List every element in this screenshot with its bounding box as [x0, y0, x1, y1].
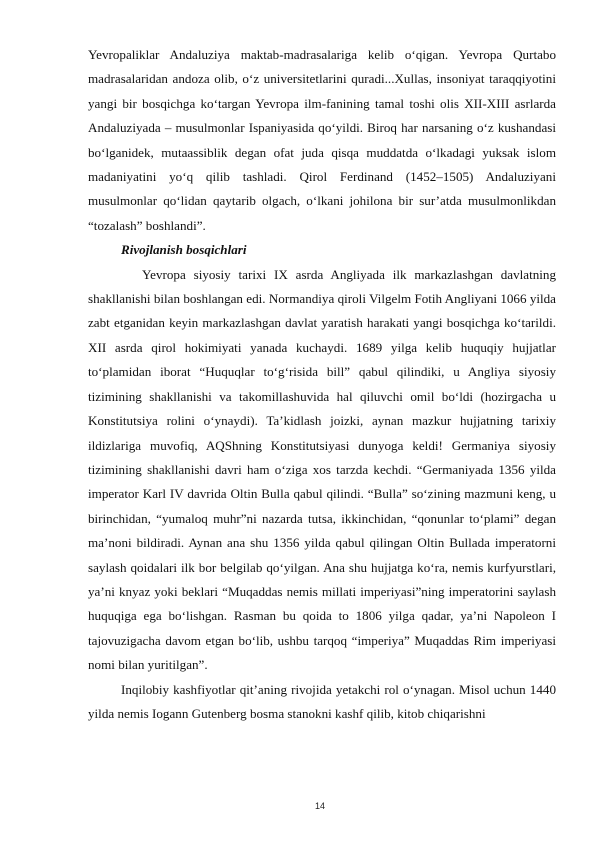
paragraph-intro: Yevropaliklar Andaluziya maktab-madrasalariga kelib o‘qigan. Yevropa Qurtabo madrasalaridan andoza olib, o‘z universitetlarini quradi...Xullas, insoniyat taraqqiyotini yangi bir bosqichga ko‘targan Yevropa ilm-fanining tamal toshi olis XII-XIII asrlarda Andaluziyada – musulmonlar Ispaniyasida qo‘yildi. Biroq har narsaning o‘z kushandasi bo‘lganidek, mutaassiblik degan ofat juda qisqa muddatda o‘lkadagi yuksak islom madaniyatini yo‘q qilib tashladi. Qirol Ferdinand (1452–1505) Andaluziyani musulmonlar qo‘lidan qaytarib olgach, o‘lkani johilona bir sur’atda musulmonlikdan “tozalash” boshlandi”.	[88, 47, 556, 233]
paragraph-inventions: Inqilobiy kashfiyotlar qit’aning rivojida yetakchi rol o‘ynagan. Misol uchun 1440 yilda nemis Iogann Gutenberg bosma stanokni kashf qilib, kitob chiqarishni	[88, 681, 556, 721]
paragraph-history: Yevropa siyosiy tarixi IX asrda Angliyada ilk markazlashgan davlatning shakllanishi bilan boshlangan edi. Normandiya qiroli Vilgelm Fotih Angliyani 1066 yilda zabt etganidan keyin markazlashgan davlat yaratish harakati yangi bosqichga ko‘tarildi. XII asrda qirol hokimiyati yanada kuchaydi. 1689 yilga kelib huquqiy hujjatlar to‘plamidan iborat “Huquqlar to‘g‘risida bill” qabul qilindiki, u Angliya siyosiy tizimining shakllanishi va takomillashuvida hal qiluvchi omil bo‘ldi (hozirgacha u Konstitutsiya rolini o‘ynaydi). Ta’kidlash joizki, aynan mazkur hujjatning tarixiy ildizlariga muvofiq, AQShning Konstitutsiyasi dunyoga keldi! Germaniya siyosiy tizimining shakllanishi davri ham o‘ziga xos tarzda kechdi. “Germaniyada 1356 yilda imperator Karl IV davrida Oltin Bulla qabul qilindi. “Bulla” so‘zining mazmuni keng, u birinchidan, “yumaloq muhr”ni nazarda tutsa, ikkinchidan, “qonunlar to‘plami” degan ma’noni bildiradi. Aynan ana shu 1356 yilda qabul qilingan Oltin Bullada imperatorni saylash qoidalari ilk bor belgilab qo‘yilgan. Ana shu hujjatga ko‘ra, nemis kurfyurstlari, ya’ni knyaz yoki beklari “Muqaddas nemis millati imperiyasi”ning imperatorini saylash huquqiga ega bo‘lishgan. Rasman bu qoida to 1806 yilga qadar, ya’ni Napoleon I tajovuzigacha davom etgan bo‘lib, ushbu tarqoq “imperiya” Muqaddas Rim imperiyasi nomi bilan yuritilgan”.	[88, 266, 556, 673]
page-number: 14	[314, 801, 325, 811]
section-heading: Rivojlanish bosqichlari	[121, 242, 247, 258]
page-body	[88, 43, 556, 726]
